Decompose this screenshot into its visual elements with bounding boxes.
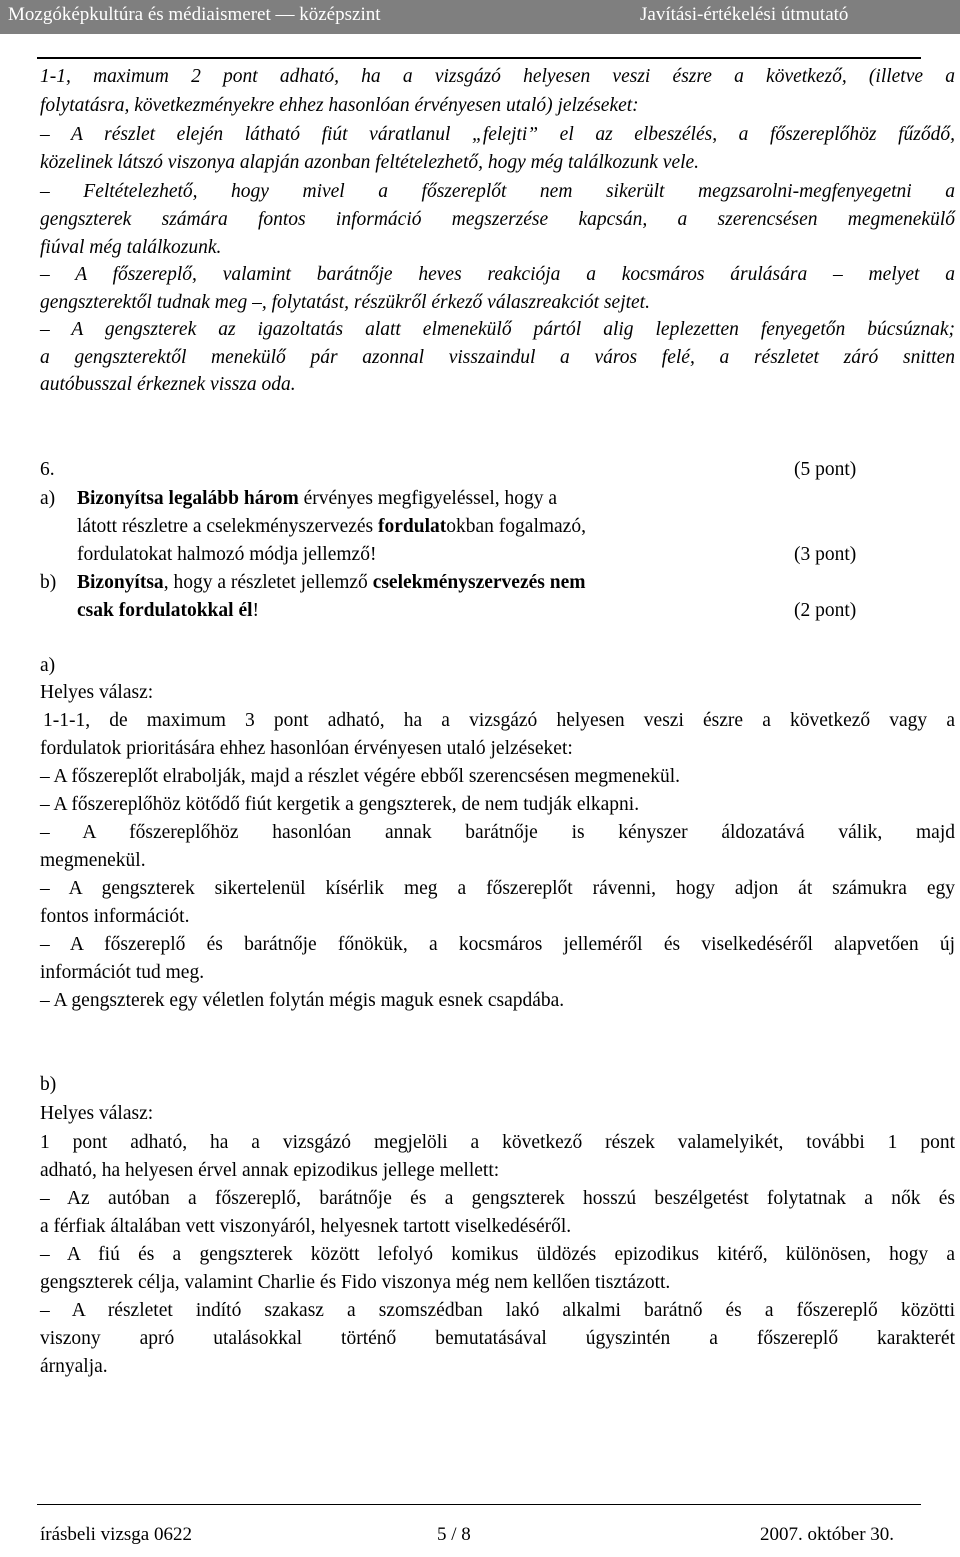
text-line: folytatásra, következményekre ehhez hasonlóan érvényesen utaló) jelzéseket: — [40, 95, 639, 116]
task-a-line-1 — [77, 484, 557, 513]
bold-text: fordulat — [378, 516, 447, 537]
text-line: – A részlet elején látható fiút váratlanul „felejti” el az elbeszélés, a főszereplőhöz fűződő, — [40, 124, 955, 145]
text-line: megmenekül. — [40, 850, 146, 871]
text-line: – A főszereplő és barátnője főnökük, a kocsmáros jelleméről és viselkedéséről alapvetően új — [40, 934, 955, 955]
text-line: árnyalja. — [40, 1356, 108, 1377]
task-b-label: b) — [40, 572, 57, 593]
task-a-label: a) — [40, 488, 56, 509]
task-total-points: (5 pont) — [794, 459, 857, 480]
text-line: 1-1, maximum 2 pont adható, ha a vizsgázó helyesen veszi észre a következő, (illetve a — [40, 66, 955, 87]
text-line: gengszterek számára fontos információ megszerzése kapcsán, a szerencsésen megmenekülő — [40, 209, 955, 230]
text-line: – A fiú és a gengszterek között lefolyó komikus üldözés epizodikus kitérő, különösen, hogy a — [40, 1244, 955, 1265]
task-a-line-3: fordulatokat halmozó módja jellemző! — [77, 544, 377, 565]
answer-b-label: b) — [40, 1074, 57, 1095]
task-a-line-2 — [77, 512, 586, 541]
text-line: – A főszereplőhöz hasonlóan annak barátnője is kényszer áldozatává válik, majd — [40, 822, 955, 843]
text-line: fordulatok prioritására ehhez hasonlóan érvényesen utaló jelzéseket: — [40, 738, 573, 759]
text-line: – A gengszterek sikertelenül kísérlik meg a főszereplőt rávenni, hogy adjon át számukra egy — [40, 878, 955, 899]
text-line: viszony apró utalásokkal történő bemutatásával úgyszintén a főszereplő karakterét — [40, 1328, 955, 1349]
text-line: – Feltételezhető, hogy mivel a főszereplőt nem sikerült megzsarolni-megfenyegetni a — [40, 181, 955, 202]
text-line: – Az autóban a főszereplő, barátnője és a gengszterek hosszú beszélgetést folytatnak a nők és — [40, 1188, 955, 1209]
footer-exam-code: írásbeli vizsga 0622 — [40, 1524, 192, 1545]
footer-date: 2007. október 30. — [760, 1524, 895, 1545]
text-line: gengszterek célja, valamint Charlie és Fido viszonya még nem kellően tisztázott. — [40, 1272, 671, 1293]
answer-b-heading: Helyes válasz: — [40, 1103, 154, 1124]
text-line: információt tud meg. — [40, 962, 205, 983]
task-b-line-2 — [77, 596, 259, 625]
task-a-points: (3 pont) — [794, 544, 857, 565]
answer-a-heading: Helyes válasz: — [40, 682, 154, 703]
text: ! — [252, 600, 260, 621]
text-line: adható, ha helyesen érvel annak epizodikus jellege mellett: — [40, 1160, 500, 1181]
text-line: – A részletet indító szakasz a szomszédban lakó alkalmi barátnő és a főszereplő közötti — [40, 1300, 955, 1321]
text-line: – A gengszterek az igazoltatás alatt elmenekülő pártól alig leplezetten fenyegetőn búcsúznak; — [40, 319, 955, 340]
text-line: – A főszereplőt elrabolják, majd a részlet végére ebből szerencsésen megmenekül. — [40, 766, 680, 787]
text-line: 1-1-1, de maximum 3 pont adható, ha a vizsgázó helyesen veszi észre a következő vagy a — [43, 710, 955, 731]
text: érvényes megfigyeléssel, hogy a — [298, 488, 558, 509]
text-line: – A főszereplőhöz kötődő fiút kergetik a gengszterek, de nem tudják elkapni. — [40, 794, 640, 815]
bold-text: cselekményszervezés nem — [372, 572, 586, 593]
text: látott részletre a cselekményszervezés — [77, 516, 379, 537]
text: , hogy a részletet jellemző — [163, 572, 373, 593]
bold-text: Bizonyítsa — [77, 572, 164, 593]
bold-text: Bizonyítsa legalább három — [77, 488, 299, 509]
text-line: 1 pont adható, ha a vizsgázó megjelöli a következő részek valamelyikét, további 1 pont — [40, 1132, 955, 1153]
footer-rule — [37, 1504, 921, 1505]
header-title: Mozgóképkultúra és médiaismeret — középszint — [8, 4, 381, 25]
task-b-line-1 — [77, 568, 585, 597]
task-number: 6. — [40, 459, 55, 480]
text-line: – A főszereplő, valamint barátnője heves reakciója a kocsmáros árulására – melyet a — [40, 264, 955, 285]
header-rule — [37, 57, 921, 59]
text-line: a férfiak általában vett viszonyáról, helyesnek tartott viselkedéséről. — [40, 1216, 572, 1237]
text-line: közelinek látszó viszonya alapján azonban feltételezhető, hogy még találkozunk vele. — [40, 152, 700, 173]
footer-page-number: 5 / 8 — [437, 1524, 471, 1545]
text-line: autóbusszal érkeznek vissza oda. — [40, 374, 296, 395]
answer-a-label: a) — [40, 655, 56, 676]
header-doc-type: Javítási-értékelési útmutató — [640, 4, 849, 25]
text: okban fogalmazó, — [446, 516, 586, 537]
text-line: a gengszterektől menekülő pár azonnal visszaindul a város felé, a részletet záró snitten — [40, 347, 955, 368]
text-line: – A gengszterek egy véletlen folytán mégis maguk esnek csapdába. — [40, 990, 565, 1011]
bold-text: csak fordulatokkal él — [77, 600, 253, 621]
text-line: fiúval még találkozunk. — [40, 237, 222, 258]
text-line: fontos információt. — [40, 906, 190, 927]
page-header — [0, 0, 960, 34]
task-b-points: (2 pont) — [794, 600, 857, 621]
text-line: gengszterektől tudnak meg –, folytatást, részükről érkező válaszreakciót sejtet. — [40, 292, 650, 313]
